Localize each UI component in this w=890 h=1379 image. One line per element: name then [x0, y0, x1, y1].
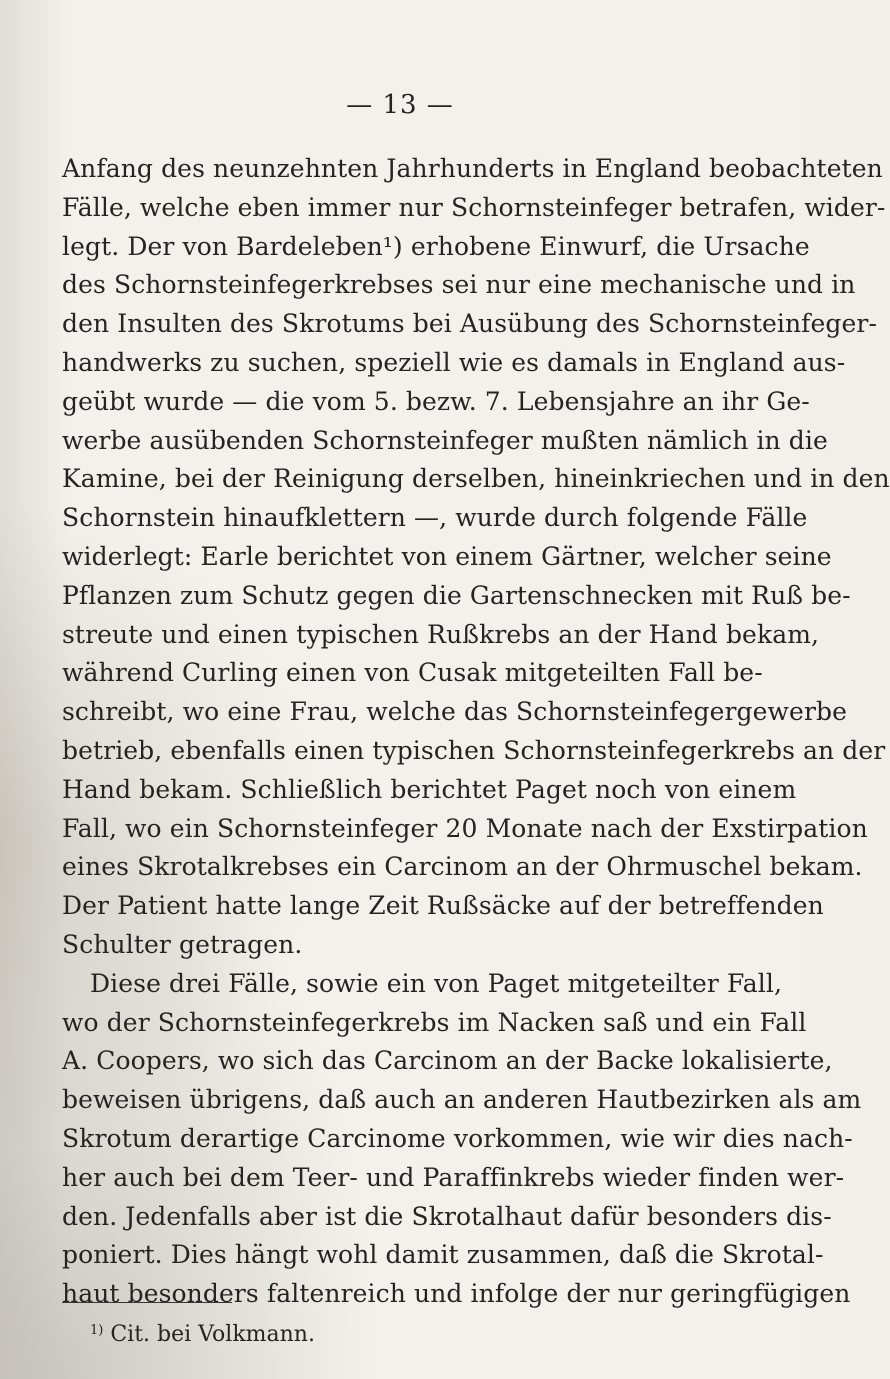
text-line: A. Coopers, wo sich das Carcinom an der Backe lokalisierte, — [62, 1046, 833, 1076]
text-line: beweisen übrigens, daß auch an anderen Hautbezirken als am — [62, 1085, 862, 1115]
text-line: legt. Der von Bardeleben¹) erhobene Einwurf, die Ursache — [62, 231, 810, 261]
text-line: wo der Schornsteinfegerkrebs im Nacken saß und ein Fall — [62, 1007, 807, 1037]
text-line: eines Skrotalkrebses ein Carcinom an der Ohrmuschel bekam. — [62, 852, 863, 882]
text-line: Fall, wo ein Schornsteinfeger 20 Monate nach der Exstirpation — [62, 813, 868, 843]
text-line: Schornstein hinaufklettern —, wurde durch folgende Fälle — [62, 503, 808, 533]
text-line: schreibt, wo eine Frau, welche das Schornsteinfegergewerbe — [62, 697, 847, 727]
text-line: betrieb, ebenfalls einen typischen Schornsteinfegerkrebs an der — [62, 735, 886, 765]
text-line: Skrotum derartige Carcinome vorkommen, wie wir dies nach- — [62, 1123, 853, 1153]
footnote-divider — [62, 1302, 232, 1303]
text-line: werbe ausübenden Schornsteinfeger mußten nämlich in die — [62, 425, 828, 455]
text-line: Hand bekam. Schließlich berichtet Paget noch von einem — [62, 774, 797, 804]
text-line: handwerks zu suchen, speziell wie es damals in England aus- — [62, 347, 846, 377]
text-line: geübt wurde — die vom 5. bezw. 7. Lebensjahre an ihr Ge- — [62, 386, 810, 416]
footnote-text: Cit. bei Volkmann. — [110, 1322, 315, 1347]
text-line: den. Jedenfalls aber ist die Skrotalhaut dafür besonders dis- — [62, 1201, 832, 1231]
text-line: Der Patient hatte lange Zeit Rußsäcke auf der betreffenden — [62, 891, 824, 921]
text-line: streute und einen typischen Rußkrebs an der Hand bekam, — [62, 619, 820, 649]
text-line: Pflanzen zum Schutz gegen die Gartenschnecken mit Ruß be- — [62, 580, 851, 610]
page-number: — 13 — — [346, 90, 454, 120]
text-line: Schulter getragen. — [62, 929, 303, 959]
body-text — [62, 150, 890, 1314]
text-line: den Insulten des Skrotums bei Ausübung des Schornsteinfeger- — [62, 309, 878, 339]
text-line: haut besonders faltenreich und infolge der nur geringfügigen — [62, 1279, 851, 1309]
text-line: Anfang des neunzehnten Jahrhunderts in England beobachteten — [62, 154, 883, 183]
text-line: poniert. Dies hängt wohl damit zusammen, daß die Skrotal- — [62, 1240, 824, 1270]
text-line: Kamine, bei der Reinigung derselben, hineinkriechen und in den — [62, 464, 890, 494]
text-line: her auch bei dem Teer- und Paraffinkrebs wieder finden wer- — [62, 1162, 845, 1192]
footnote — [90, 1316, 315, 1350]
text-line: während Curling einen von Cusak mitgeteilten Fall be- — [62, 658, 763, 688]
text-line: Diese drei Fälle, sowie ein von Paget mitgeteilter Fall, — [90, 968, 783, 998]
text-line: widerlegt: Earle berichtet von einem Gärtner, welcher seine — [62, 541, 832, 571]
text-line: Fälle, welche eben immer nur Schornsteinfeger betrafen, wider- — [62, 192, 886, 222]
text-line: des Schornsteinfegerkrebses sei nur eine mechanische und in — [62, 270, 856, 300]
footnote-marker: 1) — [90, 1323, 104, 1338]
